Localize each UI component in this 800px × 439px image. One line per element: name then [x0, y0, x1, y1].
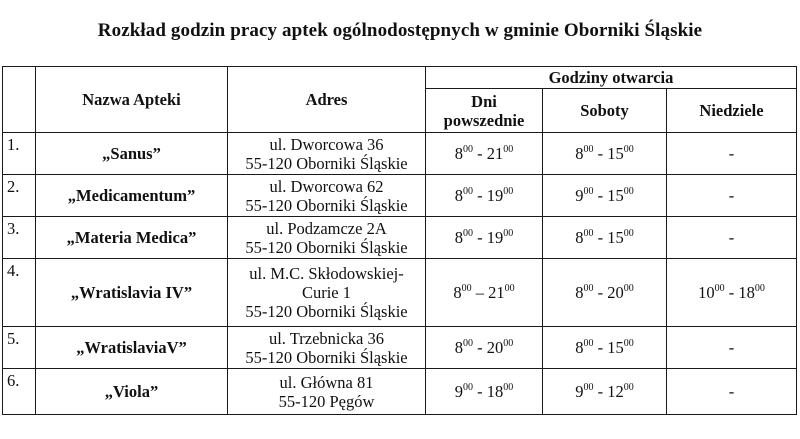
range-separator: -: [473, 144, 487, 163]
address-line-1: ul. Główna 81: [279, 372, 374, 392]
row-number: 3.: [3, 217, 36, 259]
open-hour: 8: [454, 228, 463, 247]
close-minute: 00: [623, 382, 634, 393]
weekday-hours: [426, 133, 543, 175]
row-number: 1.: [3, 133, 36, 175]
close-minute: 00: [503, 186, 514, 197]
row-number: 2.: [3, 175, 36, 217]
close-minute: 00: [504, 283, 515, 294]
row-number: 4.: [3, 259, 36, 327]
pharmacy-name: „Viola”: [36, 369, 228, 415]
weekday-hours: [426, 327, 543, 369]
close-hour: 21: [488, 283, 505, 302]
open-minute: 00: [463, 144, 473, 155]
table-row: [3, 327, 797, 369]
sunday-hours: -: [667, 369, 797, 415]
open-minute: 00: [463, 382, 473, 393]
close-minute: 00: [503, 338, 514, 349]
close-hour: 15: [607, 144, 624, 163]
close-hour: 12: [607, 382, 624, 401]
open-hour: 8: [454, 144, 463, 163]
open-minute: 00: [461, 283, 472, 294]
open-hour: 9: [575, 186, 584, 205]
range-separator: -: [473, 228, 487, 247]
range-separator: -: [593, 144, 608, 163]
open-hour: 8: [575, 283, 584, 302]
open-hour: 9: [454, 382, 463, 401]
address-line-2: 55-120 Pęgów: [278, 391, 375, 411]
range-separator: -: [593, 382, 608, 401]
table-row: [3, 259, 797, 327]
weekday-hours: [426, 369, 543, 415]
saturday-hours: [543, 259, 667, 327]
page-title: Rozkład godzin pracy aptek ogólnodostępnych w gminie Oborniki Śląskie: [97, 20, 703, 41]
close-hour: 21: [486, 144, 504, 163]
table-row: [3, 175, 797, 217]
pharmacy-name: „Materia Medica”: [36, 217, 228, 259]
weekday-hours: [426, 217, 543, 259]
open-hour: 8: [454, 338, 463, 357]
range-separator: -: [473, 338, 487, 357]
close-minute: 00: [623, 144, 634, 155]
open-minute: 00: [463, 186, 473, 197]
sunday-hours: -: [667, 133, 797, 175]
pharmacy-name: „WratislaviaV”: [36, 327, 228, 369]
close-minute: 00: [623, 338, 634, 349]
open-hour: 8: [453, 283, 462, 302]
pharmacy-address: [228, 217, 426, 259]
pharmacy-name: „Sanus”: [36, 133, 228, 175]
pharmacy-address: [228, 327, 426, 369]
close-hour: 15: [607, 228, 624, 247]
sunday-hours: [667, 259, 797, 327]
table-row: [3, 369, 797, 415]
weekday-hours: [426, 259, 543, 327]
range-separator: -: [593, 338, 608, 357]
address-line-1: ul. Dworcowa 36: [269, 134, 384, 154]
address-line-2: 55-120 Oborniki Śląskie: [245, 237, 408, 257]
address-line-1: ul. Dworcowa 62: [269, 176, 384, 196]
range-separator: -: [593, 228, 608, 247]
open-minute: 00: [583, 144, 594, 155]
range-separator: -: [593, 283, 608, 302]
header-name: Nazwa Apteki: [36, 67, 228, 133]
open-minute: 00: [583, 382, 594, 393]
open-minute: 00: [583, 228, 594, 239]
close-minute: 00: [623, 228, 634, 239]
pharmacy-address: [228, 133, 426, 175]
range-separator: -: [473, 186, 487, 205]
address-line-1b: Curie 1: [301, 283, 352, 302]
pharmacy-name: „Wratislavia IV”: [36, 259, 228, 327]
range-separator: -: [593, 186, 608, 205]
header-opening-hours: Godziny otwarcia: [426, 67, 797, 89]
open-hour: 8: [575, 228, 584, 247]
open-hour: 8: [454, 186, 463, 205]
range-separator: –: [471, 283, 489, 302]
saturday-hours: [543, 217, 667, 259]
close-hour: 15: [607, 186, 624, 205]
close-hour: 20: [486, 338, 504, 357]
pharmacy-hours-table: [2, 66, 797, 415]
sunday-hours: -: [667, 217, 797, 259]
open-hour: 8: [575, 338, 584, 357]
open-hour: 8: [575, 144, 584, 163]
close-hour: 19: [486, 228, 504, 247]
open-minute: 00: [583, 338, 594, 349]
close-minute: 00: [503, 144, 514, 155]
pharmacy-address: [228, 259, 426, 327]
sunday-hours: -: [667, 327, 797, 369]
open-hour: 10: [698, 283, 715, 302]
row-number: 6.: [3, 369, 36, 415]
address-line-2: 55-120 Oborniki Śląskie: [245, 195, 408, 215]
pharmacy-name: „Medicamentum”: [36, 175, 228, 217]
close-hour: 20: [607, 283, 624, 302]
header-weekdays: [426, 89, 543, 133]
close-hour: 18: [738, 283, 755, 302]
close-minute: 00: [503, 228, 514, 239]
open-minute: 00: [463, 338, 473, 349]
open-minute: 00: [714, 283, 725, 294]
header-weekdays-line2: powszednie: [443, 110, 525, 130]
close-minute: 00: [503, 382, 514, 393]
saturday-hours: [543, 133, 667, 175]
pharmacy-address: [228, 369, 426, 415]
saturday-hours: [543, 175, 667, 217]
open-minute: 00: [583, 283, 594, 294]
open-minute: 00: [583, 186, 594, 197]
address-line-1: ul. Trzebnicka 36: [268, 328, 385, 348]
address-line-2: 55-120 Oborniki Śląskie: [245, 153, 408, 173]
weekday-hours: [426, 175, 543, 217]
sunday-hours: -: [667, 175, 797, 217]
address-line-2: 55-120 Oborniki Śląskie: [245, 302, 408, 321]
address-line-1: ul. Podzamcze 2A: [266, 218, 387, 238]
header-sundays: Niedziele: [667, 89, 797, 133]
close-minute: 00: [623, 283, 634, 294]
saturday-hours: [543, 369, 667, 415]
address-line-2: 55-120 Oborniki Śląskie: [245, 347, 408, 367]
header-weekdays-line1: Dni: [471, 91, 497, 111]
table-row: [3, 217, 797, 259]
close-minute: 00: [623, 186, 634, 197]
address-line-1: ul. M.C. Skłodowskiej-: [249, 264, 404, 283]
close-minute: 00: [754, 283, 765, 294]
header-saturdays: Soboty: [543, 89, 667, 133]
pharmacy-address: [228, 175, 426, 217]
open-hour: 9: [575, 382, 584, 401]
close-hour: 19: [486, 186, 504, 205]
close-hour: 15: [607, 338, 624, 357]
range-separator: -: [724, 283, 739, 302]
row-number: 5.: [3, 327, 36, 369]
header-lp: [3, 67, 36, 133]
header-address: Adres: [228, 67, 426, 133]
close-hour: 18: [486, 382, 504, 401]
open-minute: 00: [463, 228, 473, 239]
range-separator: -: [473, 382, 487, 401]
saturday-hours: [543, 327, 667, 369]
table-row: [3, 133, 797, 175]
